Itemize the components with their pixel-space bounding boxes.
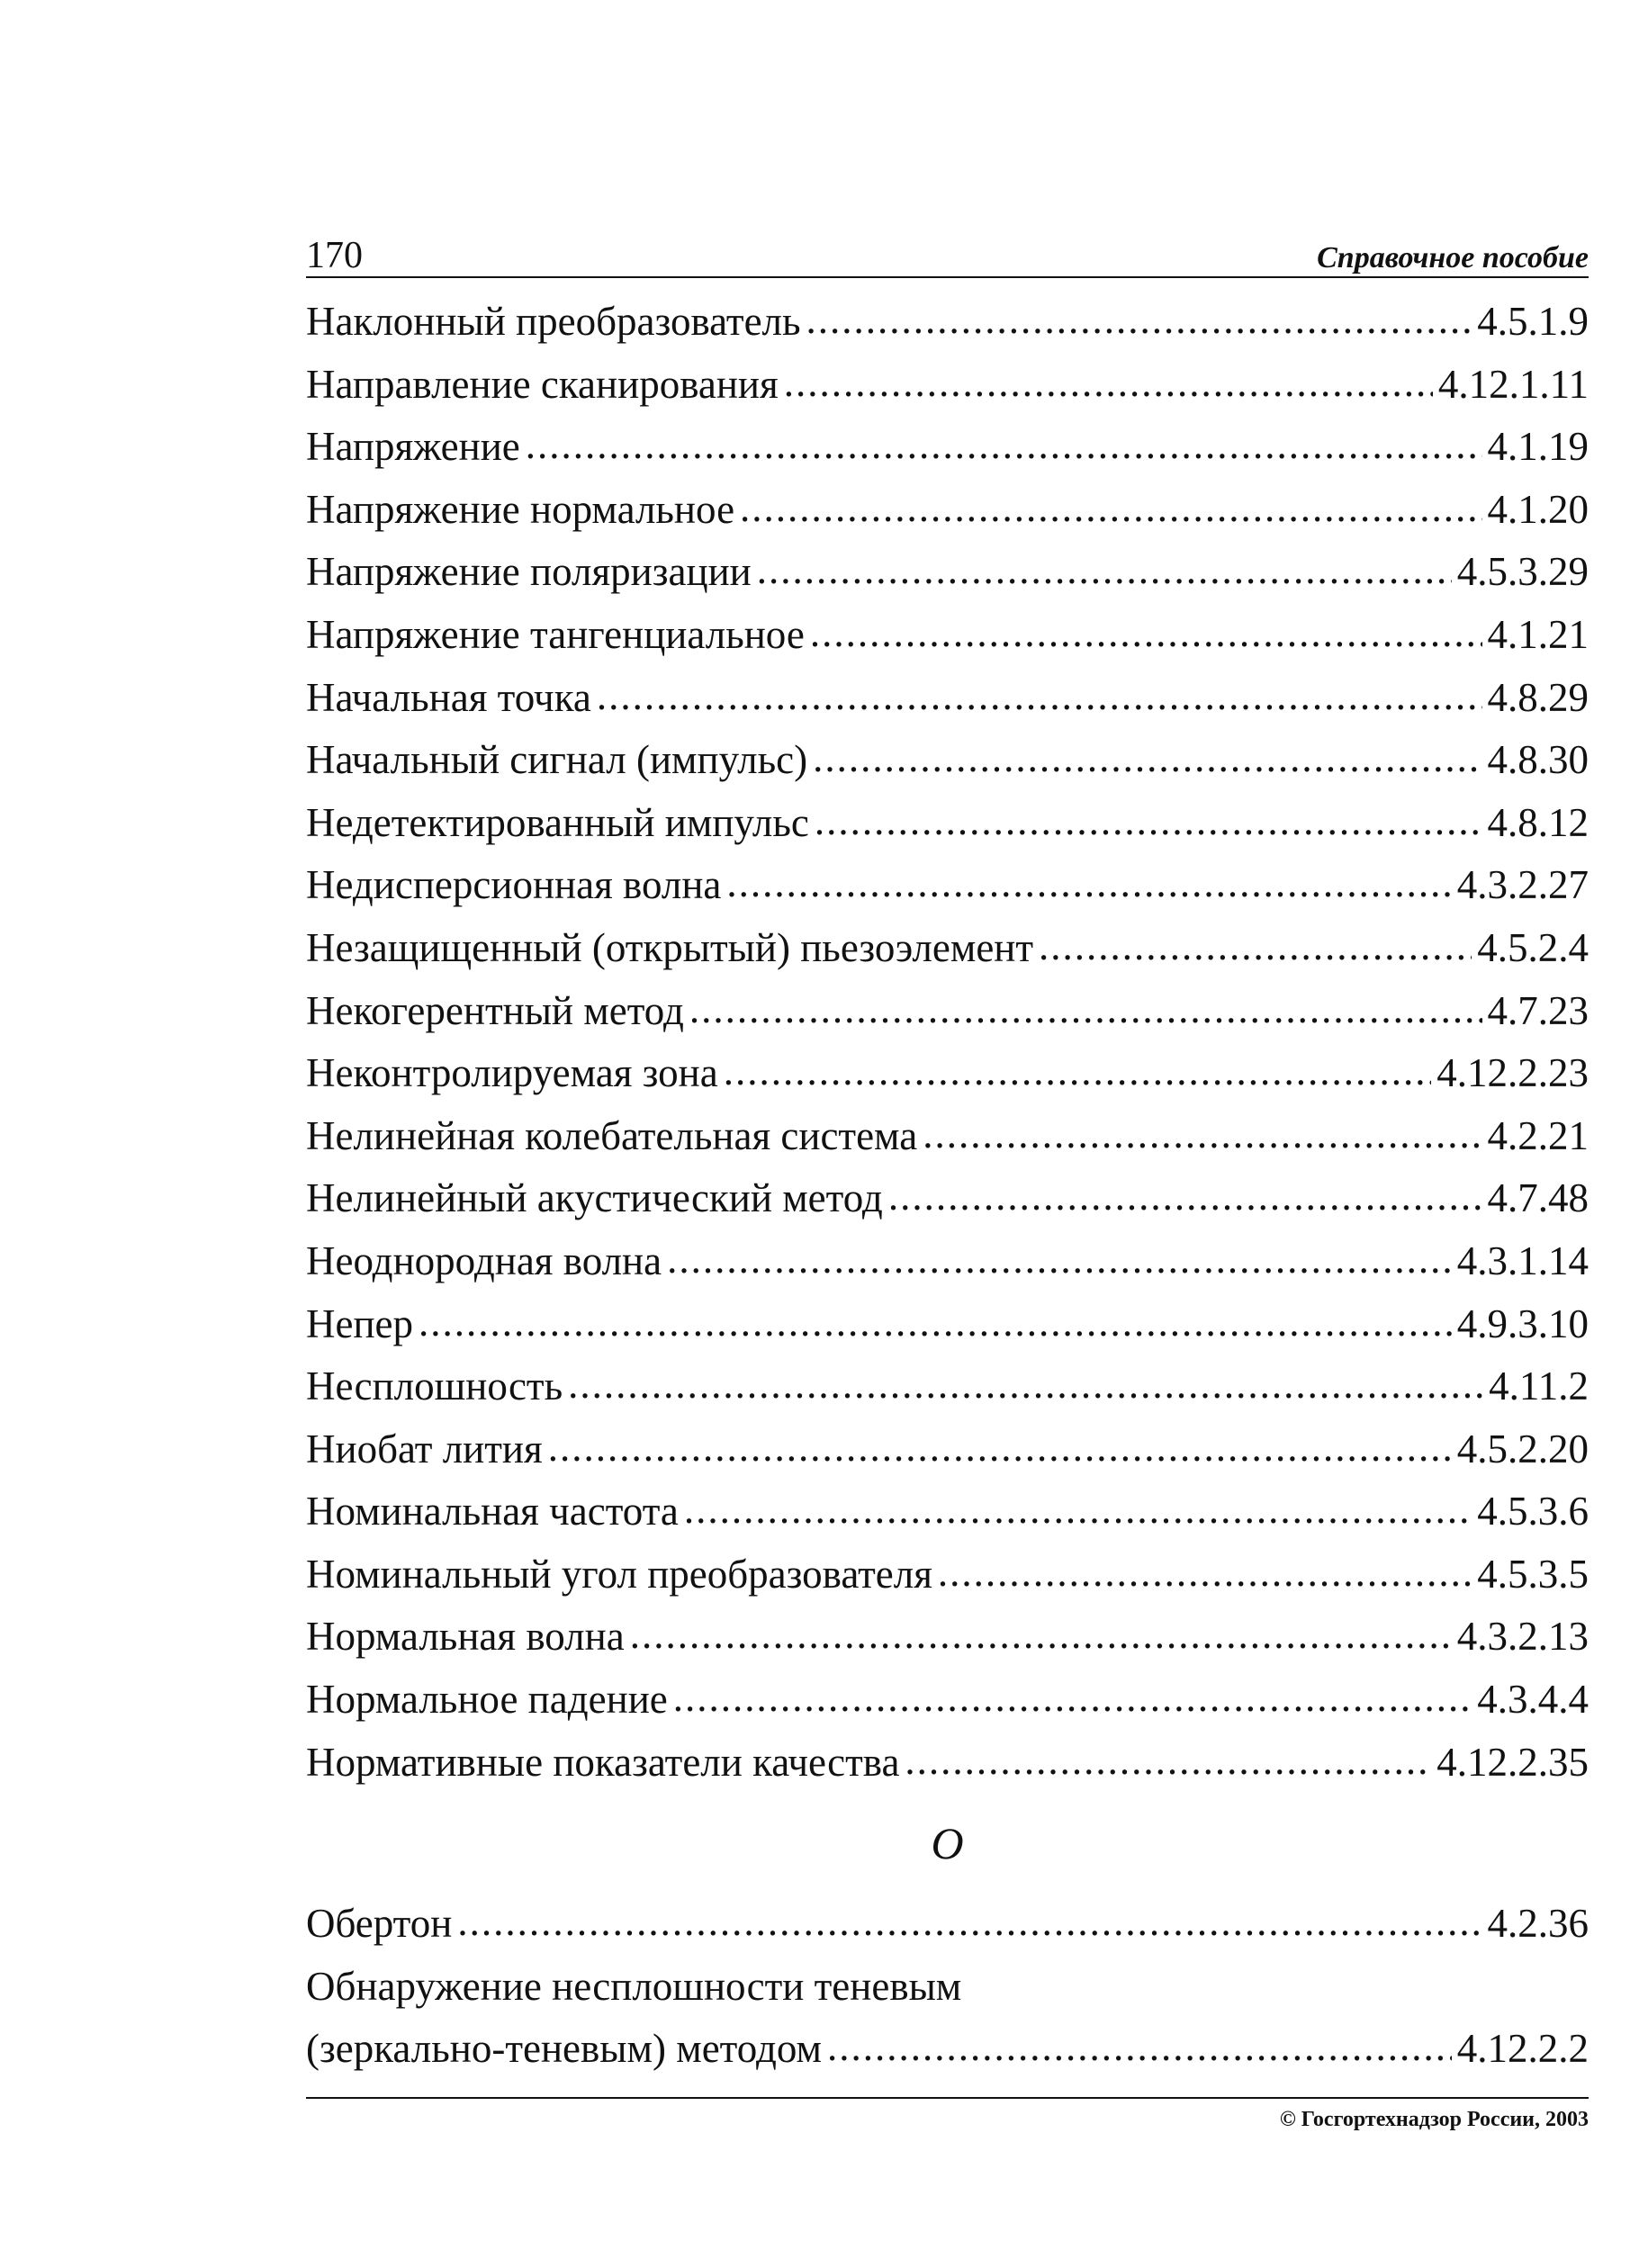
index-term: Недетектированный импульс [306,799,809,845]
dot-leader [419,1292,1452,1354]
index-entry [306,541,1589,604]
index-entry [306,667,1589,730]
index-term: Напряжение тангенциальное [306,611,805,657]
dot-leader [784,352,1433,415]
index-term: Номинальная частота [306,1489,679,1534]
index-reference: 4.2.36 [1487,1901,1589,1947]
index-entry [306,1606,1589,1669]
index-entry [306,1105,1589,1168]
index-entry-continuation [306,2018,1589,2081]
index-entry-multiline [306,1956,1589,2081]
index-reference: 4.5.2.4 [1477,924,1589,970]
index-entry [306,1544,1589,1606]
dot-leader [740,477,1481,540]
index-entry [306,1669,1589,1732]
page-header [306,230,1589,278]
dot-leader [813,727,1481,790]
index-entry [306,1732,1589,1795]
dot-leader [888,1166,1482,1228]
dot-leader [827,2016,1452,2079]
index-entry [306,479,1589,542]
index-reference: 4.5.3.6 [1477,1489,1589,1534]
index-term: Нелинейная колебательная система [306,1112,918,1158]
index-term: Начальный сигнал (импульс) [306,737,808,783]
index-term: Неоднородная волна [306,1238,662,1283]
index-entry [306,354,1589,417]
dot-leader [673,1667,1472,1730]
index-entry [306,1355,1589,1418]
index-term-line1: Обнаружение несплошности теневым [306,1963,962,2009]
index-term: Нормальное падение [306,1677,668,1723]
index-entry [306,291,1589,354]
section-letter-heading: О [931,1818,964,1869]
index-term: Незащищенный (открытый) пьезоэлемент [306,924,1034,970]
index-reference: 4.12.2.23 [1436,1050,1589,1096]
index-entry [306,1893,1589,1956]
page-number: 170 [306,235,363,276]
index-term: Ниобат лития [306,1426,543,1472]
index-term: Несплошность [306,1364,563,1409]
dot-leader [1039,915,1472,978]
index-entry [306,1230,1589,1293]
dot-leader [810,602,1482,665]
index-entries [306,291,1589,1794]
index-reference: 4.12.2.35 [1436,1739,1589,1785]
index-reference: 4.8.30 [1487,737,1589,783]
index-reference: 4.1.21 [1487,611,1589,657]
dot-leader [667,1228,1452,1292]
index-term: Напряжение нормальное [306,486,735,532]
index-term: Наклонный преобразователь [306,299,801,344]
index-reference: 4.12.2.2 [1456,2026,1589,2072]
dot-leader [684,1479,1472,1542]
running-title: Справочное пособие [1317,241,1589,274]
index-term: Обертон [306,1901,453,1947]
index-reference: 4.1.19 [1487,424,1589,470]
dot-leader [905,1730,1431,1793]
index-reference: 4.5.3.29 [1456,549,1589,595]
index-term: Начальная точка [306,674,591,720]
index-entry [306,1293,1589,1356]
index-term: Номинальный угол преобразователя [306,1551,932,1597]
dot-leader [724,1040,1432,1103]
dot-leader [726,852,1451,915]
index-entry [306,917,1589,980]
copyright-notice: © Госгортехнадзор России, 2003 [1279,2108,1589,2132]
dot-leader [806,289,1472,352]
index-entry [306,1042,1589,1105]
index-entry [306,604,1589,667]
index-reference: 4.2.21 [1487,1112,1589,1158]
section-entries [306,1893,1589,2081]
index-entry [306,1480,1589,1544]
index-reference: 4.3.2.27 [1456,862,1589,908]
dot-leader [815,790,1482,853]
index-term: Неконтролируемая зона [306,1050,718,1096]
index-entry [306,416,1589,479]
dot-leader [757,539,1452,602]
index-term: Напряжение поляризации [306,549,752,595]
dot-leader [526,414,1482,477]
index-term: Напряжение [306,424,520,470]
index-term: Нормальная волна [306,1614,625,1660]
dot-leader [923,1103,1481,1166]
index-entry [306,1418,1589,1481]
dot-leader [548,1417,1452,1480]
dot-leader [938,1542,1472,1605]
index-term: Направление сканирования [306,361,779,407]
dot-leader [597,665,1482,728]
dot-leader [689,978,1482,1041]
index-reference: 4.1.20 [1487,486,1589,532]
dot-leader [568,1354,1483,1417]
index-reference: 4.11.2 [1489,1364,1589,1409]
index-term: Нелинейный акустический метод [306,1175,883,1221]
index-term: Недисперсионная волна [306,862,722,908]
dot-leader [630,1604,1452,1667]
index-reference: 4.8.29 [1487,674,1589,720]
index-reference: 4.5.2.20 [1456,1426,1589,1472]
index-entry [306,792,1589,855]
index-entry [306,980,1589,1043]
footer-rule [306,2097,1589,2099]
index-reference: 4.9.3.10 [1456,1300,1589,1346]
index-term: Нормативные показатели качества [306,1739,900,1785]
index-reference: 4.7.48 [1487,1175,1589,1221]
index-term: (зеркально-теневым) методом [306,2026,822,2072]
index-reference: 4.12.1.11 [1437,361,1589,407]
document-page [306,230,1589,2132]
dot-leader [457,1891,1481,1954]
index-reference: 4.7.23 [1487,987,1589,1033]
index-term: Непер [306,1300,414,1346]
index-reference: 4.5.3.5 [1477,1551,1589,1597]
index-term: Некогерентный метод [306,987,684,1033]
index-reference: 4.3.1.14 [1456,1238,1589,1283]
index-reference: 4.8.12 [1487,799,1589,845]
index-entry [306,729,1589,792]
index-reference: 4.5.1.9 [1477,299,1589,344]
index-reference: 4.3.2.13 [1456,1614,1589,1660]
index-entry [306,854,1589,917]
index-reference: 4.3.4.4 [1477,1677,1589,1723]
index-entry [306,1167,1589,1230]
